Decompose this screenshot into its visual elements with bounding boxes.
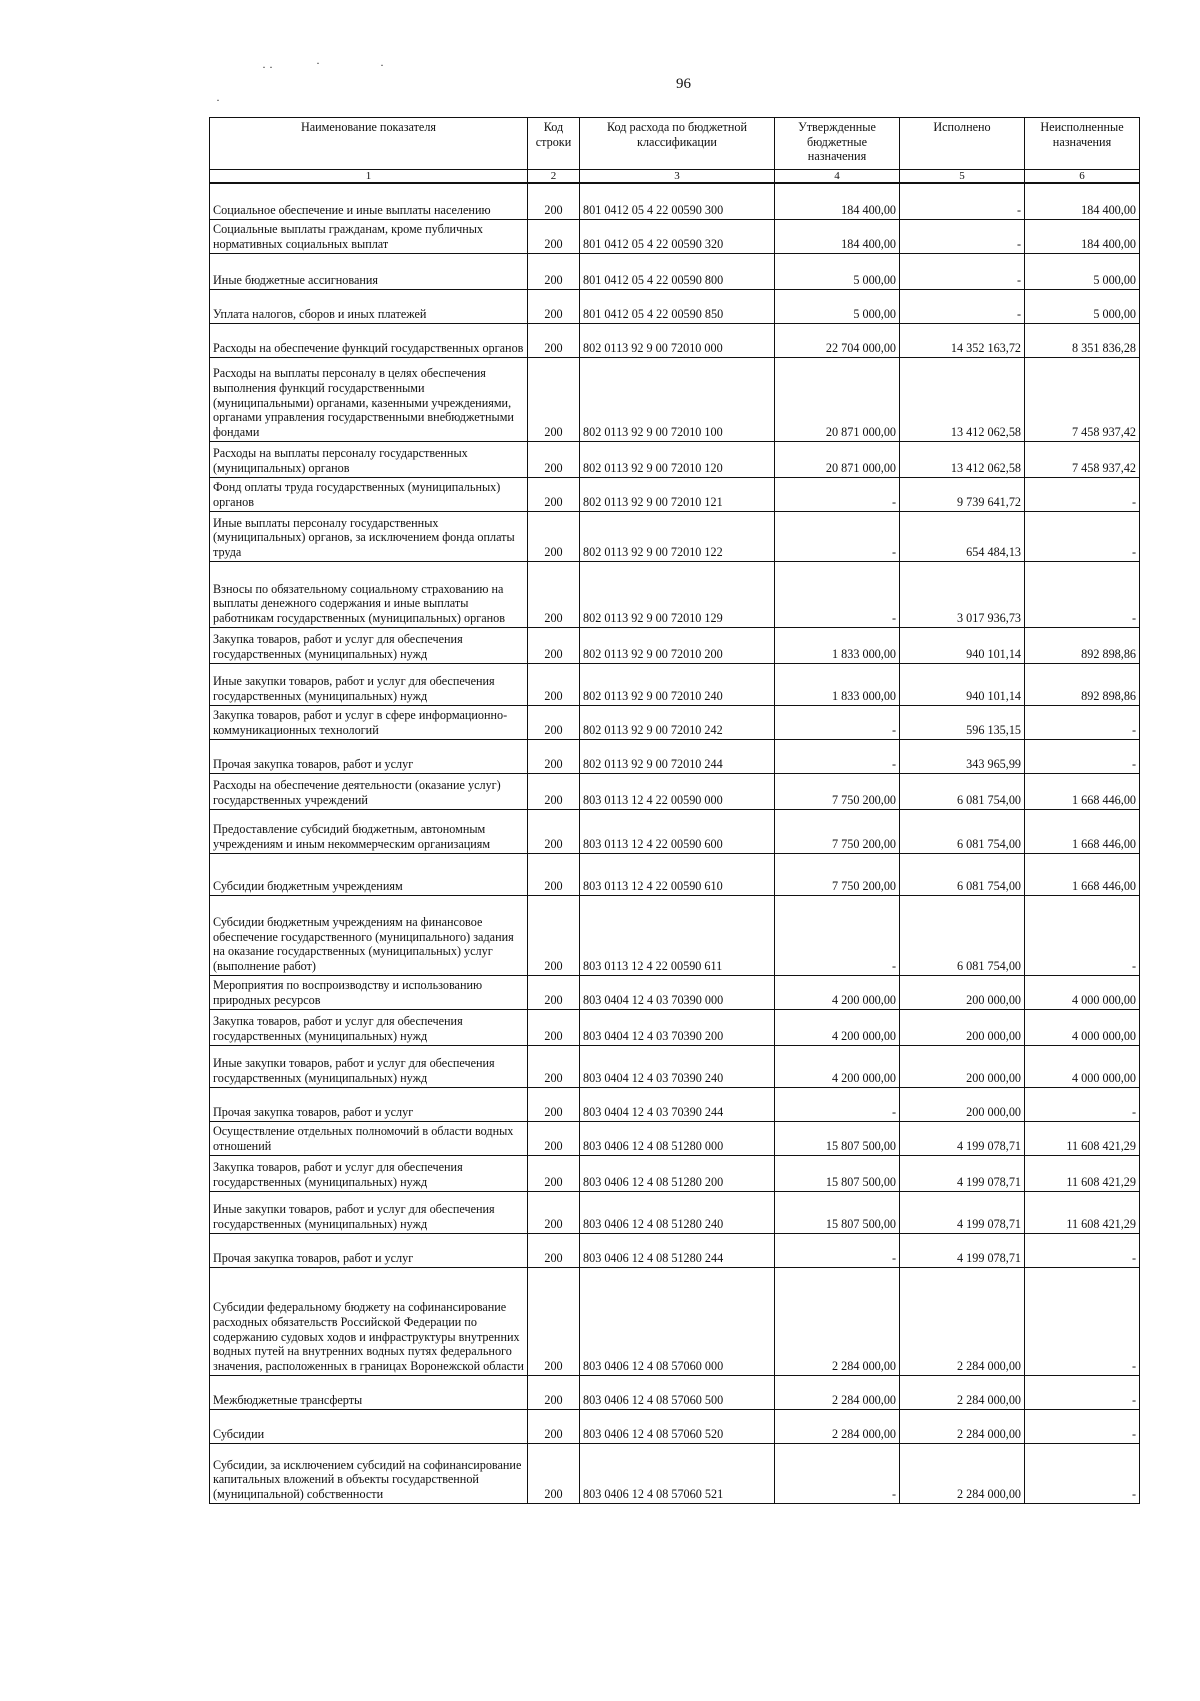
row-name: Закупка товаров, работ и услуг для обеспечения государственных (муниципальных) нужд: [210, 1155, 528, 1191]
row-approved: -: [775, 1233, 900, 1267]
column-number: 2: [528, 170, 580, 184]
row-executed: 4 199 078,71: [900, 1121, 1025, 1155]
row-budget-code: 803 0406 12 4 08 51280 200: [580, 1155, 775, 1191]
row-executed: 596 135,15: [900, 705, 1025, 739]
table-row: [210, 1087, 1140, 1121]
table-row: [210, 1375, 1140, 1409]
row-line-code: 200: [528, 323, 580, 357]
row-approved: 20 871 000,00: [775, 441, 900, 477]
row-approved: -: [775, 705, 900, 739]
row-budget-code: 802 0113 92 9 00 72010 242: [580, 705, 775, 739]
row-budget-code: 803 0113 12 4 22 00590 611: [580, 895, 775, 975]
row-name: Иные выплаты персоналу государственных (муниципальных) органов, за исключением фонда оплаты труда: [210, 511, 528, 561]
row-executed: 940 101,14: [900, 663, 1025, 705]
row-executed: 2 284 000,00: [900, 1375, 1025, 1409]
row-unexecuted: 892 898,86: [1025, 627, 1140, 663]
row-executed: 200 000,00: [900, 1087, 1025, 1121]
row-approved: 5 000,00: [775, 289, 900, 323]
row-executed: 4 199 078,71: [900, 1233, 1025, 1267]
column-number: 5: [900, 170, 1025, 184]
column-number: 4: [775, 170, 900, 184]
row-budget-code: 801 0412 05 4 22 00590 800: [580, 253, 775, 289]
row-line-code: 200: [528, 511, 580, 561]
row-budget-code: 803 0404 12 4 03 70390 244: [580, 1087, 775, 1121]
row-line-code: 200: [528, 895, 580, 975]
scan-speck: ·: [380, 58, 384, 72]
table-row: [210, 663, 1140, 705]
row-unexecuted: 4 000 000,00: [1025, 1045, 1140, 1087]
table-row: [210, 1155, 1140, 1191]
row-line-code: 200: [528, 561, 580, 627]
row-budget-code: 801 0412 05 4 22 00590 320: [580, 219, 775, 253]
row-budget-code: 801 0412 05 4 22 00590 850: [580, 289, 775, 323]
table-row: [210, 253, 1140, 289]
row-name: Иные закупки товаров, работ и услуг для обеспечения государственных (муниципальных) нужд: [210, 1191, 528, 1233]
row-name: Расходы на выплаты персоналу государственных (муниципальных) органов: [210, 441, 528, 477]
row-budget-code: 803 0113 12 4 22 00590 610: [580, 853, 775, 895]
table-row: [210, 1009, 1140, 1045]
row-line-code: 200: [528, 809, 580, 853]
row-unexecuted: -: [1025, 705, 1140, 739]
row-name: Социальное обеспечение и иные выплаты населению: [210, 183, 528, 219]
row-approved: 5 000,00: [775, 253, 900, 289]
row-name: Социальные выплаты гражданам, кроме публичных нормативных социальных выплат: [210, 219, 528, 253]
row-unexecuted: 1 668 446,00: [1025, 809, 1140, 853]
row-line-code: 200: [528, 357, 580, 441]
budget-execution-table: [209, 117, 1140, 1504]
row-line-code: 200: [528, 253, 580, 289]
table-row: [210, 1443, 1140, 1503]
row-name: Взносы по обязательному социальному страхованию на выплаты денежного содержания и иные выплаты работникам государственных (муниципальных) органов: [210, 561, 528, 627]
row-name: Закупка товаров, работ и услуг для обеспечения государственных (муниципальных) нужд: [210, 627, 528, 663]
header-indicator-name: Наименование показателя: [210, 118, 528, 170]
row-budget-code: 803 0404 12 4 03 70390 000: [580, 975, 775, 1009]
row-executed: 2 284 000,00: [900, 1409, 1025, 1443]
row-unexecuted: -: [1025, 511, 1140, 561]
row-executed: 2 284 000,00: [900, 1443, 1025, 1503]
column-number: 3: [580, 170, 775, 184]
row-approved: 7 750 200,00: [775, 809, 900, 853]
row-unexecuted: -: [1025, 739, 1140, 773]
row-approved: 15 807 500,00: [775, 1155, 900, 1191]
row-unexecuted: -: [1025, 1375, 1140, 1409]
column-number: 6: [1025, 170, 1140, 184]
row-executed: -: [900, 253, 1025, 289]
row-budget-code: 803 0406 12 4 08 57060 000: [580, 1267, 775, 1375]
row-unexecuted: 11 608 421,29: [1025, 1191, 1140, 1233]
row-name: Закупка товаров, работ и услуг для обеспечения государственных (муниципальных) нужд: [210, 1009, 528, 1045]
row-name: Субсидии федеральному бюджету на софинансирование расходных обязательств Российской Федерации по содержанию судовых ходов и инфраструктуры внутренних водных путей на внутренних водных путях федерального значения, расположенных в границах Воронежской области: [210, 1267, 528, 1375]
row-line-code: 200: [528, 477, 580, 511]
row-unexecuted: -: [1025, 477, 1140, 511]
row-executed: 6 081 754,00: [900, 895, 1025, 975]
row-budget-code: 802 0113 92 9 00 72010 244: [580, 739, 775, 773]
row-budget-code: 803 0113 12 4 22 00590 000: [580, 773, 775, 809]
row-line-code: 200: [528, 1155, 580, 1191]
table-row: [210, 1409, 1140, 1443]
row-unexecuted: 8 351 836,28: [1025, 323, 1140, 357]
table-row: [210, 1121, 1140, 1155]
row-name: Межбюджетные трансферты: [210, 1375, 528, 1409]
row-executed: 6 081 754,00: [900, 853, 1025, 895]
row-approved: 1 833 000,00: [775, 627, 900, 663]
row-budget-code: 802 0113 92 9 00 72010 122: [580, 511, 775, 561]
row-name: Расходы на выплаты персоналу в целях обеспечения выполнения функций государственными (муниципальными) органами, казенными учреждениями, органами управления государственными внебюджетными фондами: [210, 357, 528, 441]
row-budget-code: 801 0412 05 4 22 00590 300: [580, 183, 775, 219]
row-approved: 184 400,00: [775, 183, 900, 219]
row-budget-code: 803 0406 12 4 08 57060 500: [580, 1375, 775, 1409]
row-executed: 200 000,00: [900, 975, 1025, 1009]
row-line-code: 200: [528, 1409, 580, 1443]
table-row: [210, 1045, 1140, 1087]
row-unexecuted: 5 000,00: [1025, 289, 1140, 323]
row-budget-code: 803 0404 12 4 03 70390 240: [580, 1045, 775, 1087]
table-row: [210, 627, 1140, 663]
table-row: [210, 477, 1140, 511]
row-approved: 2 284 000,00: [775, 1375, 900, 1409]
row-approved: 7 750 200,00: [775, 773, 900, 809]
scan-speck: · ·: [262, 60, 273, 74]
header-approved: Утвержденные бюджетные назначения: [775, 118, 900, 170]
table-row: [210, 975, 1140, 1009]
row-approved: 22 704 000,00: [775, 323, 900, 357]
row-line-code: 200: [528, 1375, 580, 1409]
row-line-code: 200: [528, 1191, 580, 1233]
row-unexecuted: -: [1025, 895, 1140, 975]
row-unexecuted: 7 458 937,42: [1025, 441, 1140, 477]
header-executed: Исполнено: [900, 118, 1025, 170]
row-line-code: 200: [528, 705, 580, 739]
row-line-code: 200: [528, 1443, 580, 1503]
row-approved: 4 200 000,00: [775, 1045, 900, 1087]
row-approved: -: [775, 561, 900, 627]
row-name: Иные закупки товаров, работ и услуг для обеспечения государственных (муниципальных) нужд: [210, 663, 528, 705]
row-name: Расходы на обеспечение функций государственных органов: [210, 323, 528, 357]
row-name: Иные закупки товаров, работ и услуг для обеспечения государственных (муниципальных) нужд: [210, 1045, 528, 1087]
row-budget-code: 802 0113 92 9 00 72010 121: [580, 477, 775, 511]
table-row: [210, 357, 1140, 441]
row-approved: 184 400,00: [775, 219, 900, 253]
row-unexecuted: 1 668 446,00: [1025, 773, 1140, 809]
row-unexecuted: 11 608 421,29: [1025, 1155, 1140, 1191]
row-budget-code: 803 0406 12 4 08 51280 000: [580, 1121, 775, 1155]
row-unexecuted: 1 668 446,00: [1025, 853, 1140, 895]
row-name: Мероприятия по воспроизводству и использованию природных ресурсов: [210, 975, 528, 1009]
row-budget-code: 803 0404 12 4 03 70390 200: [580, 1009, 775, 1045]
row-name: Закупка товаров, работ и услуг в сфере информационно-коммуникационных технологий: [210, 705, 528, 739]
row-name: Расходы на обеспечение деятельности (оказание услуг) государственных учреждений: [210, 773, 528, 809]
table-row: [210, 1191, 1140, 1233]
row-budget-code: 802 0113 92 9 00 72010 000: [580, 323, 775, 357]
table-row: [210, 561, 1140, 627]
row-approved: 7 750 200,00: [775, 853, 900, 895]
row-approved: 4 200 000,00: [775, 975, 900, 1009]
row-approved: 4 200 000,00: [775, 1009, 900, 1045]
row-executed: 13 412 062,58: [900, 357, 1025, 441]
table-row: [210, 511, 1140, 561]
page-number: 96: [676, 76, 691, 92]
row-budget-code: 802 0113 92 9 00 72010 200: [580, 627, 775, 663]
column-number: 1: [210, 170, 528, 184]
row-budget-code: 802 0113 92 9 00 72010 100: [580, 357, 775, 441]
row-unexecuted: 5 000,00: [1025, 253, 1140, 289]
row-executed: 6 081 754,00: [900, 809, 1025, 853]
row-budget-code: 802 0113 92 9 00 72010 120: [580, 441, 775, 477]
row-approved: 15 807 500,00: [775, 1121, 900, 1155]
row-approved: -: [775, 511, 900, 561]
column-number-row: [210, 170, 1140, 184]
table-row: [210, 853, 1140, 895]
header-unexecuted: Неисполненные назначения: [1025, 118, 1140, 170]
row-line-code: 200: [528, 739, 580, 773]
table-row: [210, 705, 1140, 739]
scan-speck: ·: [316, 56, 320, 70]
row-budget-code: 802 0113 92 9 00 72010 240: [580, 663, 775, 705]
row-line-code: 200: [528, 1009, 580, 1045]
row-unexecuted: 11 608 421,29: [1025, 1121, 1140, 1155]
row-line-code: 200: [528, 1267, 580, 1375]
row-line-code: 200: [528, 1121, 580, 1155]
row-executed: 13 412 062,58: [900, 441, 1025, 477]
row-executed: 200 000,00: [900, 1009, 1025, 1045]
row-name: Прочая закупка товаров, работ и услуг: [210, 739, 528, 773]
table-row: [210, 809, 1140, 853]
row-approved: 2 284 000,00: [775, 1409, 900, 1443]
row-approved: -: [775, 1443, 900, 1503]
row-line-code: 200: [528, 1045, 580, 1087]
row-executed: 654 484,13: [900, 511, 1025, 561]
row-line-code: 200: [528, 627, 580, 663]
row-unexecuted: 184 400,00: [1025, 219, 1140, 253]
row-executed: 2 284 000,00: [900, 1267, 1025, 1375]
table-row: [210, 219, 1140, 253]
table-row: [210, 441, 1140, 477]
row-approved: -: [775, 895, 900, 975]
row-name: Фонд оплаты труда государственных (муниципальных) органов: [210, 477, 528, 511]
row-budget-code: 803 0406 12 4 08 51280 240: [580, 1191, 775, 1233]
row-executed: 3 017 936,73: [900, 561, 1025, 627]
row-name: Прочая закупка товаров, работ и услуг: [210, 1087, 528, 1121]
row-approved: -: [775, 739, 900, 773]
row-name: Субсидии бюджетным учреждениям: [210, 853, 528, 895]
row-name: Субсидии, за исключением субсидий на софинансирование капитальных вложений в объекты государственной (муниципальной) собственности: [210, 1443, 528, 1503]
row-approved: -: [775, 1087, 900, 1121]
table-row: [210, 323, 1140, 357]
row-unexecuted: -: [1025, 1409, 1140, 1443]
scan-speck: ·: [216, 93, 220, 107]
row-executed: 4 199 078,71: [900, 1191, 1025, 1233]
row-executed: 14 352 163,72: [900, 323, 1025, 357]
row-unexecuted: 7 458 937,42: [1025, 357, 1140, 441]
row-executed: 9 739 641,72: [900, 477, 1025, 511]
row-unexecuted: -: [1025, 1087, 1140, 1121]
row-executed: -: [900, 183, 1025, 219]
row-name: Иные бюджетные ассигнования: [210, 253, 528, 289]
table-row: [210, 773, 1140, 809]
row-executed: 4 199 078,71: [900, 1155, 1025, 1191]
table-row: [210, 289, 1140, 323]
row-name: Осуществление отдельных полномочий в области водных отношений: [210, 1121, 528, 1155]
header-line-code: Код строки: [528, 118, 580, 170]
row-approved: 2 284 000,00: [775, 1267, 900, 1375]
row-approved: 15 807 500,00: [775, 1191, 900, 1233]
table-row: [210, 1233, 1140, 1267]
row-unexecuted: -: [1025, 561, 1140, 627]
row-executed: 6 081 754,00: [900, 773, 1025, 809]
row-budget-code: 803 0406 12 4 08 57060 521: [580, 1443, 775, 1503]
row-line-code: 200: [528, 773, 580, 809]
row-name: Прочая закупка товаров, работ и услуг: [210, 1233, 528, 1267]
row-line-code: 200: [528, 975, 580, 1009]
row-name: Субсидии: [210, 1409, 528, 1443]
row-unexecuted: -: [1025, 1233, 1140, 1267]
row-name: Предоставление субсидий бюджетным, автономным учреждениям и иным некоммерческим организациям: [210, 809, 528, 853]
row-line-code: 200: [528, 853, 580, 895]
row-line-code: 200: [528, 663, 580, 705]
row-executed: 940 101,14: [900, 627, 1025, 663]
row-budget-code: 803 0406 12 4 08 51280 244: [580, 1233, 775, 1267]
row-budget-code: 802 0113 92 9 00 72010 129: [580, 561, 775, 627]
header-budget-code: Код расхода по бюджетной классификации: [580, 118, 775, 170]
row-budget-code: 803 0113 12 4 22 00590 600: [580, 809, 775, 853]
table-row: [210, 1267, 1140, 1375]
table-row: [210, 739, 1140, 773]
row-approved: -: [775, 477, 900, 511]
row-unexecuted: -: [1025, 1443, 1140, 1503]
row-line-code: 200: [528, 1233, 580, 1267]
row-unexecuted: 184 400,00: [1025, 183, 1140, 219]
row-approved: 20 871 000,00: [775, 357, 900, 441]
table-row: [210, 895, 1140, 975]
row-line-code: 200: [528, 441, 580, 477]
row-name: Субсидии бюджетным учреждениям на финансовое обеспечение государственного (муниципального) задания на оказание государственных (муниципальных) услуг (выполнение работ): [210, 895, 528, 975]
row-line-code: 200: [528, 183, 580, 219]
row-name: Уплата налогов, сборов и иных платежей: [210, 289, 528, 323]
table-row: [210, 183, 1140, 219]
row-unexecuted: 892 898,86: [1025, 663, 1140, 705]
row-budget-code: 803 0406 12 4 08 57060 520: [580, 1409, 775, 1443]
row-unexecuted: 4 000 000,00: [1025, 1009, 1140, 1045]
row-line-code: 200: [528, 289, 580, 323]
row-line-code: 200: [528, 1087, 580, 1121]
row-executed: -: [900, 289, 1025, 323]
row-line-code: 200: [528, 219, 580, 253]
row-executed: 200 000,00: [900, 1045, 1025, 1087]
row-unexecuted: 4 000 000,00: [1025, 975, 1140, 1009]
row-executed: 343 965,99: [900, 739, 1025, 773]
row-approved: 1 833 000,00: [775, 663, 900, 705]
row-unexecuted: -: [1025, 1267, 1140, 1375]
row-executed: -: [900, 219, 1025, 253]
